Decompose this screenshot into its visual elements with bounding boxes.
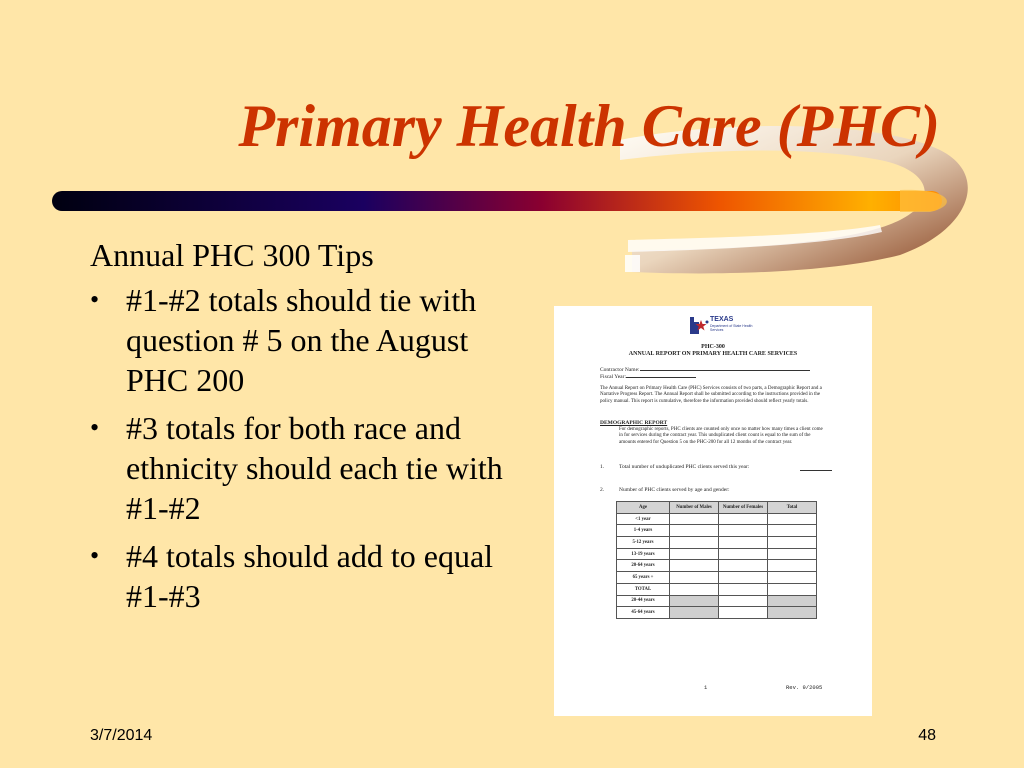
section-text: For demographic reports, PHC clients are counted only once no matter how many times a client come in for services during the contract year. This unduplicated client count is equal to the sum of the amounts entered for Question 5 on the PHC-200 for all 12 months of the contract year. xyxy=(619,427,823,445)
logo-text: TEXAS xyxy=(710,316,734,323)
table-header: Total xyxy=(768,502,817,514)
table-header: Number of Females xyxy=(719,502,768,514)
table-row xyxy=(617,595,817,607)
bullet-item xyxy=(90,536,510,616)
form-id: PHC-300 xyxy=(701,344,725,350)
table-row xyxy=(617,583,817,595)
row-label: 20-44 years xyxy=(617,595,670,607)
row-label: <1 year xyxy=(617,513,670,525)
table-header-row xyxy=(617,502,817,514)
contractor-label: Contractor Name: xyxy=(600,367,810,373)
question-2-text: Number of PHC clients served by age and gender: xyxy=(619,487,730,493)
bullet-text: #1-#2 totals should tie with question # 5 on the August PHC 200 xyxy=(126,282,477,399)
question-1-number: 1. xyxy=(600,464,605,470)
row-label: 1-4 years xyxy=(617,525,670,537)
row-label: 45-64 years xyxy=(617,607,670,619)
bullet-list xyxy=(90,280,510,616)
table-row xyxy=(617,560,817,572)
form-title: ANNUAL REPORT ON PRIMARY HEALTH CARE SERVICES xyxy=(628,351,798,357)
footer-date: 3/7/2014 xyxy=(90,727,153,744)
section-heading: DEMOGRAPHIC REPORT xyxy=(600,420,668,426)
table-row xyxy=(617,513,817,525)
table-row xyxy=(617,525,817,537)
table-row xyxy=(617,537,817,549)
bullet-item xyxy=(90,280,510,400)
row-label: 13-19 years xyxy=(617,548,670,560)
logo-subtext: Department of State Health Services xyxy=(710,324,753,332)
bullet-icon: • xyxy=(90,285,100,315)
table-row xyxy=(617,548,817,560)
age-gender-table xyxy=(616,501,817,619)
form-revision: Rev. 9/2005 xyxy=(786,684,823,691)
row-label: TOTAL xyxy=(617,583,670,595)
table-header: Number of Males xyxy=(670,502,719,514)
question-1-answer-line xyxy=(800,470,832,471)
table-row xyxy=(617,572,817,584)
slide-title: Primary Health Care (PHC) xyxy=(238,93,940,159)
table-header: Age xyxy=(617,502,670,514)
row-label: 20-64 years xyxy=(617,560,670,572)
phc-300-form-image xyxy=(554,306,872,716)
question-1-text: Total number of unduplicated PHC clients served this year: xyxy=(619,464,750,470)
bullet-text: #3 totals for both race and ethnicity should each tie with #1-#2 xyxy=(126,410,503,527)
bullet-icon: • xyxy=(90,541,100,571)
row-label: 65 years + xyxy=(617,572,670,584)
bullet-icon: • xyxy=(90,413,100,443)
slide-content xyxy=(90,236,510,624)
table-row xyxy=(617,607,817,619)
question-2-number: 2. xyxy=(600,487,605,493)
slide-subheading: Annual PHC 300 Tips xyxy=(90,237,374,273)
form-intro: The Annual Report on Primary Health Care (PHC) Services consists of two parts, a Demographic Report and a Narrative Progress Report. The Annual Report shall be submitted according to the instructions provided in the policy manual. This report is cumulative, therefore the information provided should reflect yearly totals. xyxy=(600,386,822,404)
bullet-item xyxy=(90,408,510,528)
fiscal-label: Fiscal Year: xyxy=(600,374,696,380)
bullet-text: #4 totals should add to equal #1-#3 xyxy=(126,538,494,615)
row-label: 5-12 years xyxy=(617,537,670,549)
form-page-number: 1 xyxy=(704,684,708,691)
page-number: 48 xyxy=(918,727,936,744)
